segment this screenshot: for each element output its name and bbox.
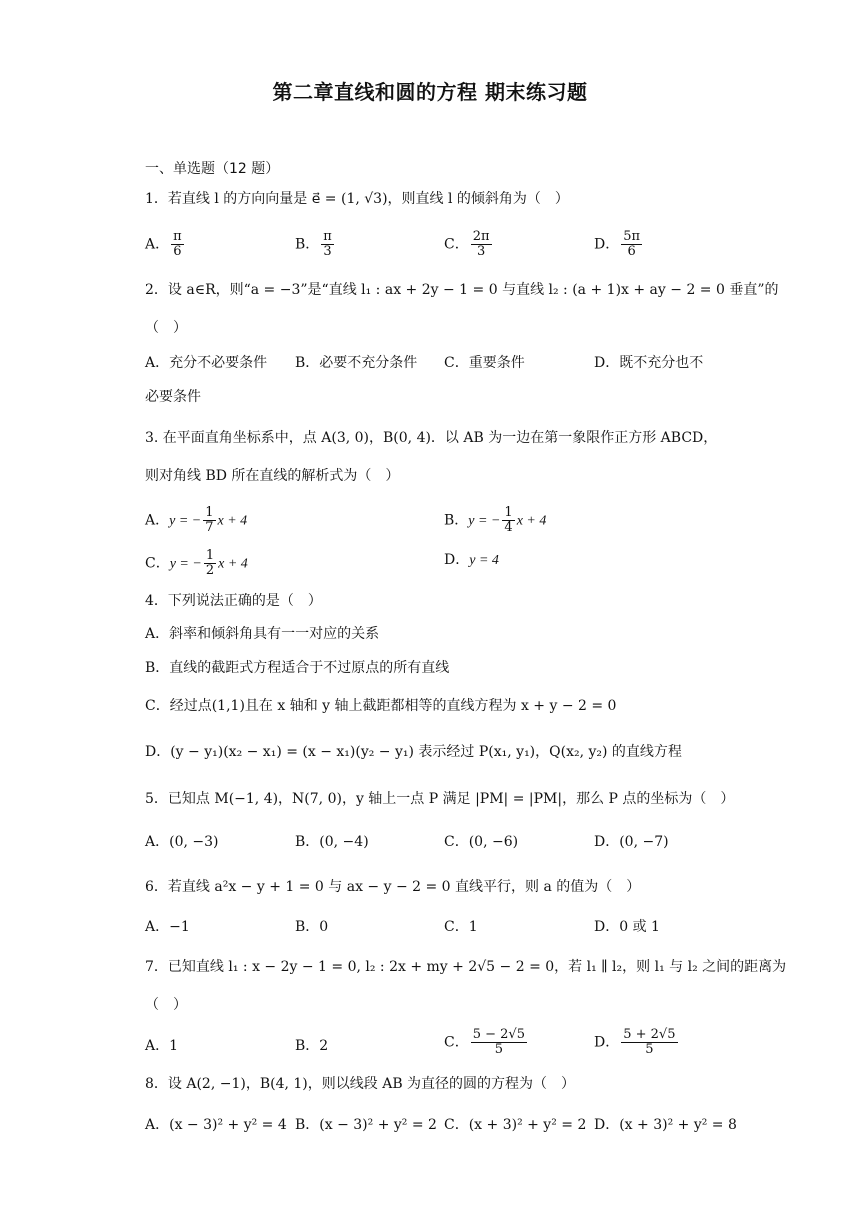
question-3-option-d: D．y = 4	[444, 552, 499, 568]
question-7-option-b: B．2	[295, 1038, 329, 1054]
question-1-stem: 1．若直线 l 的方向向量是 e⃗ = (1, √3)，则直线 l 的倾斜角为（ ）	[145, 191, 569, 207]
question-4-option-d: D．(y − y₁)(x₂ − x₁) = (x − x₁)(y₂ − y₁) 表示经过 P(x₁, y₁)，Q(x₂, y₂) 的直线方程	[145, 744, 682, 760]
question-2-option-a: A．充分不必要条件	[145, 355, 268, 371]
question-6-option-b: B．0	[295, 919, 329, 935]
question-8-option-d: D．(x + 3)² + y² = 8	[594, 1117, 737, 1133]
document-title: 第二章直线和圆的方程 期末练习题	[272, 80, 588, 104]
question-5-option-d: D．(0, −7)	[594, 834, 669, 850]
question-6-option-c: C．1	[444, 919, 478, 935]
question-2-option-c: C．重要条件	[444, 355, 525, 371]
question-5-option-a: A．(0, −3)	[145, 834, 219, 850]
question-4-stem: 4．下列说法正确的是（ ）	[145, 593, 322, 609]
question-8-stem: 8．设 A(2, −1)，B(4, 1)，则以线段 AB 为直径的圆的方程为（ ）	[145, 1076, 576, 1092]
question-6-stem: 6．若直线 a²x − y + 1 = 0 与 ax − y − 2 = 0 直线平行，则 a 的值为（ ）	[145, 879, 641, 895]
question-4-option-b: B．直线的截距式方程适合于不过原点的所有直线	[145, 660, 450, 676]
question-7-stem-continued: （ ）	[145, 997, 187, 1013]
question-1-option-b: B． $\frac{\pi}{3}$	[295, 229, 332, 259]
question-7-option-a: A．1	[145, 1038, 179, 1054]
question-7-option-c: C． $\frac{5 - 2√5}{5}$	[444, 1027, 525, 1057]
question-3-stem: 3. 在平面直角坐标系中，点 A(3, 0)，B(0, 4)．以 AB 为一边在第一象限作正方形 ABCD，	[145, 430, 718, 446]
question-3-stem-continued: 则对角线 BD 所在直线的解析式为（ ）	[145, 468, 400, 484]
question-5-option-b: B．(0, −4)	[295, 834, 369, 850]
section-heading: 一、单选题（12 题）	[145, 161, 280, 177]
question-2-option-d-continued: 必要条件	[145, 389, 201, 405]
question-2-stem-continued: （ ）	[145, 320, 187, 336]
question-1-option-c: C． $\frac{2\pi}{3}$	[444, 229, 490, 259]
question-3-option-b: B．y = − $\frac{1}{4}$ x + 4	[444, 505, 547, 535]
question-4-option-c: C．经过点(1,1)且在 x 轴和 y 轴上截距都相等的直线方程为 x + y − 2 = 0	[145, 698, 617, 714]
question-2-option-b: B．必要不充分条件	[295, 355, 418, 371]
question-8-option-c: C．(x + 3)² + y² = 2	[444, 1117, 587, 1133]
question-7-option-d: D． $\frac{5 + 2√5}{5}$	[594, 1027, 676, 1057]
question-8-option-b: B．(x − 3)² + y² = 2	[295, 1117, 437, 1133]
question-4-option-a: A．斜率和倾斜角具有一一对应的关系	[145, 626, 380, 642]
question-2-option-d: D．既不充分也不	[594, 355, 704, 371]
question-7-stem: 7．已知直线 l₁ : x − 2y − 1 = 0, l₂ : 2x + my + 2√5 − 2 = 0，若 l₁ ∥ l₂，则 l₁ 与 l₂ 之间的距离为	[145, 959, 787, 975]
question-3-option-c: C．y = − $\frac{1}{2}$ x + 4	[145, 548, 248, 578]
question-1-option-d: D． $\frac{5\pi}{6}$	[594, 229, 641, 259]
question-1-option-a: A． $\frac{\pi}{6}$	[145, 229, 182, 259]
question-5-stem: 5．已知点 M(−1, 4)，N(7, 0)，y 轴上一点 P 满足 |PM| = |PM|，那么 P 点的坐标为（ ）	[145, 791, 735, 807]
question-6-option-a: A．−1	[145, 919, 190, 935]
question-3-option-a: A．y = − $\frac{1}{7}$ x + 4	[145, 505, 248, 535]
question-8-option-a: A．(x − 3)² + y² = 4	[145, 1117, 287, 1133]
question-6-option-d: D．0 或 1	[594, 919, 660, 935]
question-5-option-c: C．(0, −6)	[444, 834, 519, 850]
question-2-stem: 2．设 a∈R，则“a = −3”是“直线 l₁ : ax + 2y − 1 = 0 与直线 l₂ : (a + 1)x + ay − 2 = 0 垂直”的	[145, 282, 779, 298]
